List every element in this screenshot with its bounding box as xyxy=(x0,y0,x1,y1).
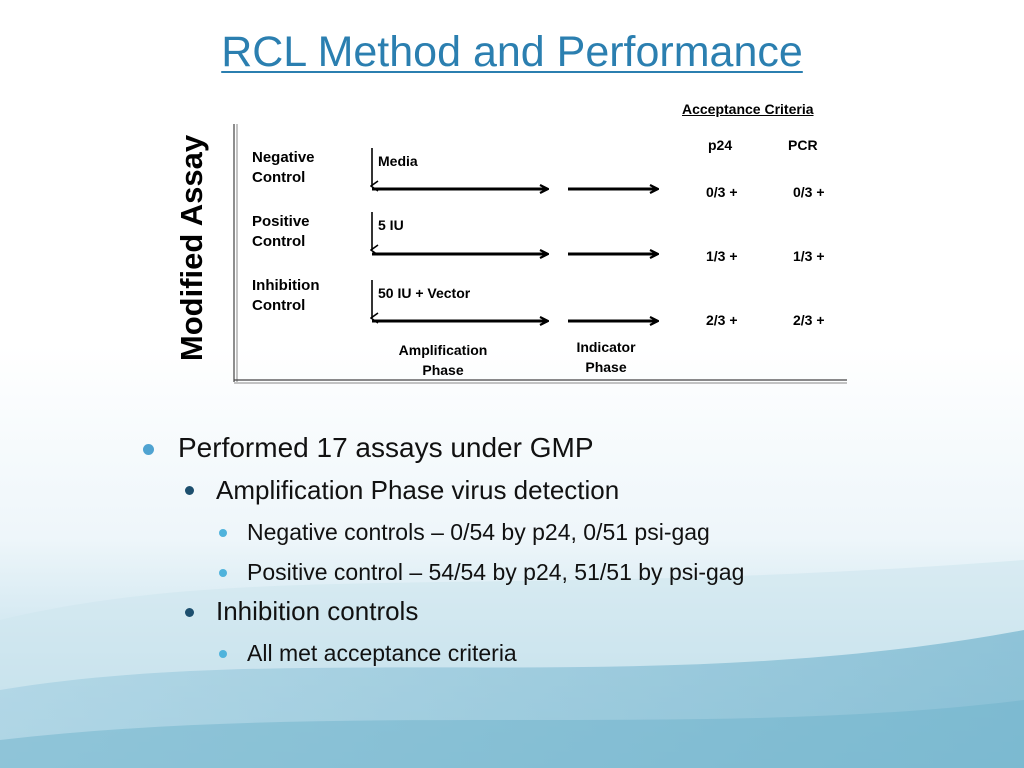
indicator-phase-label xyxy=(556,337,656,377)
row-label-line1: Positive xyxy=(252,213,310,230)
bullet-level2: Amplification Phase virus detection xyxy=(216,475,620,505)
result-pcr-negative: 0/3 + xyxy=(793,184,825,200)
bullet-dot-level3 xyxy=(219,650,227,658)
row-label-line1: Negative xyxy=(252,149,315,166)
row-label-line2: Control xyxy=(252,169,306,186)
row-label-line2: Control xyxy=(252,233,306,250)
row-label-positive-control xyxy=(252,212,310,252)
phase-label-line1: Indicator xyxy=(576,339,636,355)
slide-title: RCL Method and Performance xyxy=(221,28,803,76)
row-label-inhibition-control xyxy=(252,276,319,316)
row-label-line1: Inhibition xyxy=(252,277,320,294)
result-pcr-inhibition: 2/3 + xyxy=(793,312,825,328)
phase-label-line1: Amplification xyxy=(398,342,488,358)
bullet-dot-level2 xyxy=(185,608,194,617)
amplification-phase-label xyxy=(383,340,503,380)
input-label-5iu: 5 IU xyxy=(378,217,404,233)
row-label-line2: Control xyxy=(252,297,306,314)
bullet-level3: Positive control – 54/54 by p24, 51/51 by psi-gag xyxy=(247,559,745,585)
row-label-negative-control xyxy=(252,148,315,188)
bullet-dot-level1 xyxy=(143,444,154,455)
phase-label-line2: Phase xyxy=(422,362,464,378)
result-p24-negative: 0/3 + xyxy=(706,184,738,200)
column-header-p24: p24 xyxy=(708,137,733,153)
phase-label-line2: Phase xyxy=(585,359,627,375)
acceptance-criteria-header: Acceptance Criteria xyxy=(682,101,814,117)
result-p24-positive: 1/3 + xyxy=(706,248,738,264)
bullet-dot-level2 xyxy=(185,486,194,495)
bullet-level2: Inhibition controls xyxy=(216,596,419,626)
bullet-dot-level3 xyxy=(219,529,227,537)
bullet-level3: All met acceptance criteria xyxy=(247,640,517,666)
bullet-level1: Performed 17 assays under GMP xyxy=(178,432,594,463)
vertical-assay-label-text: Modified Assay xyxy=(174,134,209,362)
column-header-pcr: PCR xyxy=(788,137,818,153)
input-label-50iu-vector: 50 IU + Vector xyxy=(378,285,471,301)
input-label-media: Media xyxy=(378,153,418,169)
result-pcr-positive: 1/3 + xyxy=(793,248,825,264)
bullet-level3: Negative controls – 0/54 by p24, 0/51 psi-gag xyxy=(247,519,710,545)
bullet-dot-level3 xyxy=(219,569,227,577)
result-p24-inhibition: 2/3 + xyxy=(706,312,738,328)
